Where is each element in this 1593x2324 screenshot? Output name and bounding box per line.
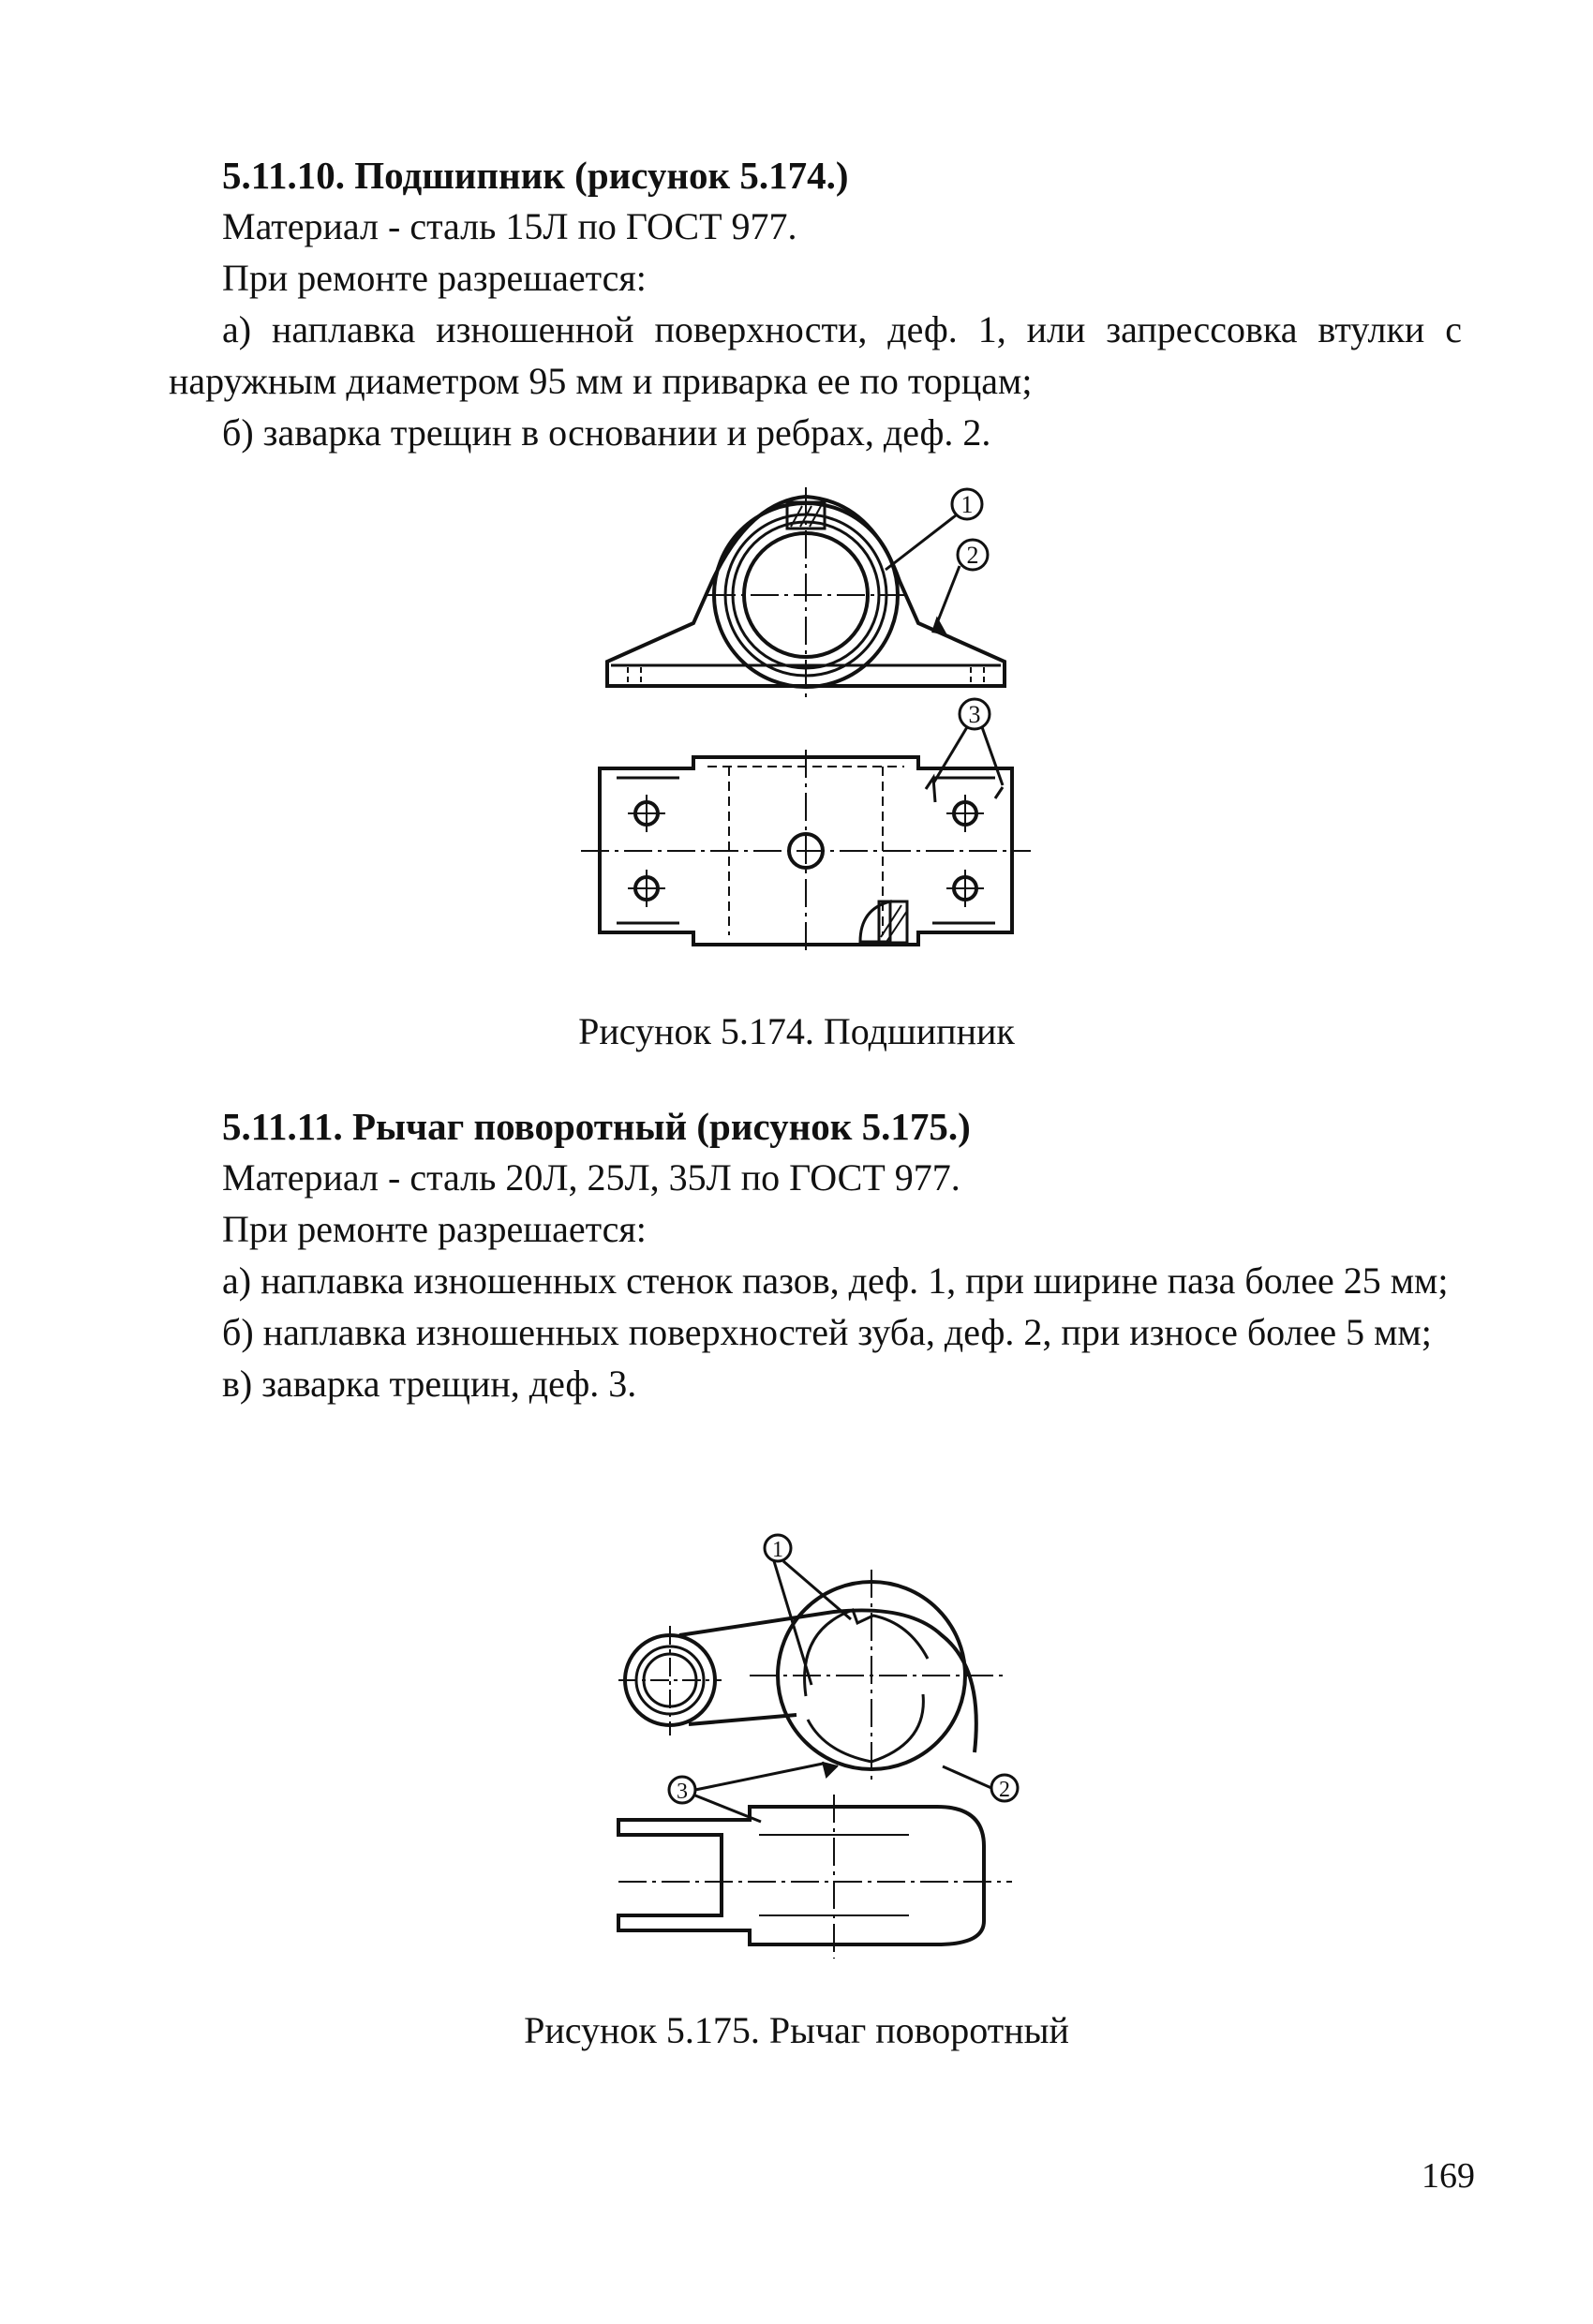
section-lever [169,1101,1462,1409]
figure-lever-drawing [600,1518,1050,1959]
bearing-front-view [607,487,1005,703]
figure-caption: Рисунок 5.175. Рычаг поворотный [524,2009,1069,2051]
bearing-top-view [581,750,1031,956]
callout-2 [943,1766,1018,1802]
lever-top-view [618,1795,1012,1959]
section-heading: 5.11.10. Подшипник (рисунок 5.174.) [222,154,849,197]
callout-3 [669,1764,823,1822]
paragraph: При ремонте разрешается: [222,257,647,299]
callout-3 [933,699,1003,785]
paragraph: а) наплавка изношенной поверхности, деф. 1, или запрессовка втулки с наружным диаметром 95 мм и приварка ее по торцам; [169,308,1462,402]
section-bearing [169,150,1462,458]
figure-caption: Рисунок 5.174. Подшипник [578,1010,1015,1052]
paragraph: При ремонте разрешается: [222,1208,647,1250]
page-number: 169 [1422,2156,1475,2196]
paragraph: б) наплавка изношенных поверхностей зуба, деф. 2, при износе более 5 мм; [222,1311,1432,1353]
paragraph: а) наплавка изношенных стенок пазов, деф. 1, при ширине паза более 25 мм; [222,1259,1449,1302]
paragraph: б) заварка трещин в основании и ребрах, деф. 2. [222,411,991,454]
svg-text:2: 2 [966,542,979,569]
paragraph: в) заварка трещин, деф. 3. [222,1363,637,1405]
svg-text:1: 1 [960,491,974,518]
svg-text:3: 3 [968,701,981,728]
svg-text:3: 3 [677,1780,688,1804]
svg-text:1: 1 [772,1538,783,1562]
svg-text:2: 2 [999,1778,1010,1802]
paragraph: Материал - сталь 15Л по ГОСТ 977. [222,205,797,247]
section-heading: 5.11.11. Рычаг поворотный (рисунок 5.175.) [222,1105,971,1148]
paragraph: Материал - сталь 20Л, 25Л, 35Л по ГОСТ 977. [222,1156,960,1199]
figure-bearing-drawing [562,469,1050,975]
callout-2 [935,540,988,628]
